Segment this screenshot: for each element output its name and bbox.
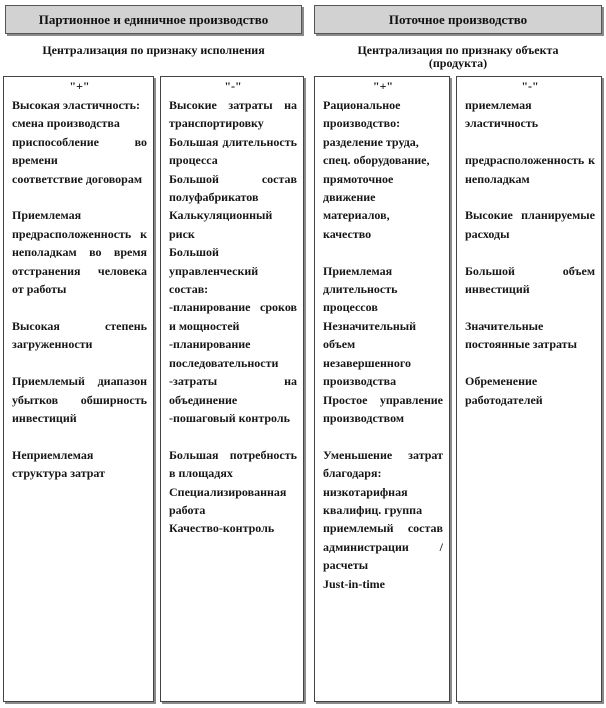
subheader-object-centralization: Централизация по признаку объекта (продукта) (357, 43, 559, 70)
column-heading-plus: "+" (69, 79, 90, 93)
header-flow-production: Поточное производство (314, 5, 602, 34)
header-batch-production: Партионное и единичное производство (5, 5, 302, 34)
column-text: Рациональное производство: разделение труда, спец. оборудование, прямоточное движение материалов, качество Приемлемая длительность процессов Незначительный объем незавершенного производства Простое управление производством Уменьшение затрат благодаря: низкотарифная квалифиц. группа приемлемый состав администрации / расчеты Just-in-time (323, 98, 443, 591)
subheader-execution-centralization: Централизация по признаку исполнения (42, 43, 265, 57)
column-text: приемлемая эластичность предрасположенность к неполадкам Высокие планируемые расходы Большой объем инвестиций Значительные постоянные затраты Обременение работодателей (465, 98, 595, 407)
column-text: Высокие затраты на транспортировку Большая длительность процесса Большой состав полуфабрикатов Калькуляционный риск Большой управленческий состав: -планирование сроков и мощностей -планирование последовательности -затраты на объединение -пошаговый контроль Большая потребность в площадях Специализированная работа Качество-контроль (169, 98, 297, 536)
column-heading-minus: "-" (521, 79, 539, 93)
column-batch-advantages (3, 76, 154, 702)
column-flow-disadvantages (456, 76, 602, 702)
column-heading-plus: "+" (372, 79, 394, 93)
column-flow-advantages (314, 76, 450, 702)
column-text: Высокая эластичность: смена производства приспособление во времени соответствие договорам Приемлемая предрасположенность к неполадкам во время отстранения человека от работы Высокая степень загруженности Приемлемый диапазон убытков обширность инвестиций Неприемлемая структура затрат (12, 98, 147, 481)
column-heading-minus: "-" (224, 79, 242, 93)
column-batch-disadvantages (160, 76, 304, 702)
